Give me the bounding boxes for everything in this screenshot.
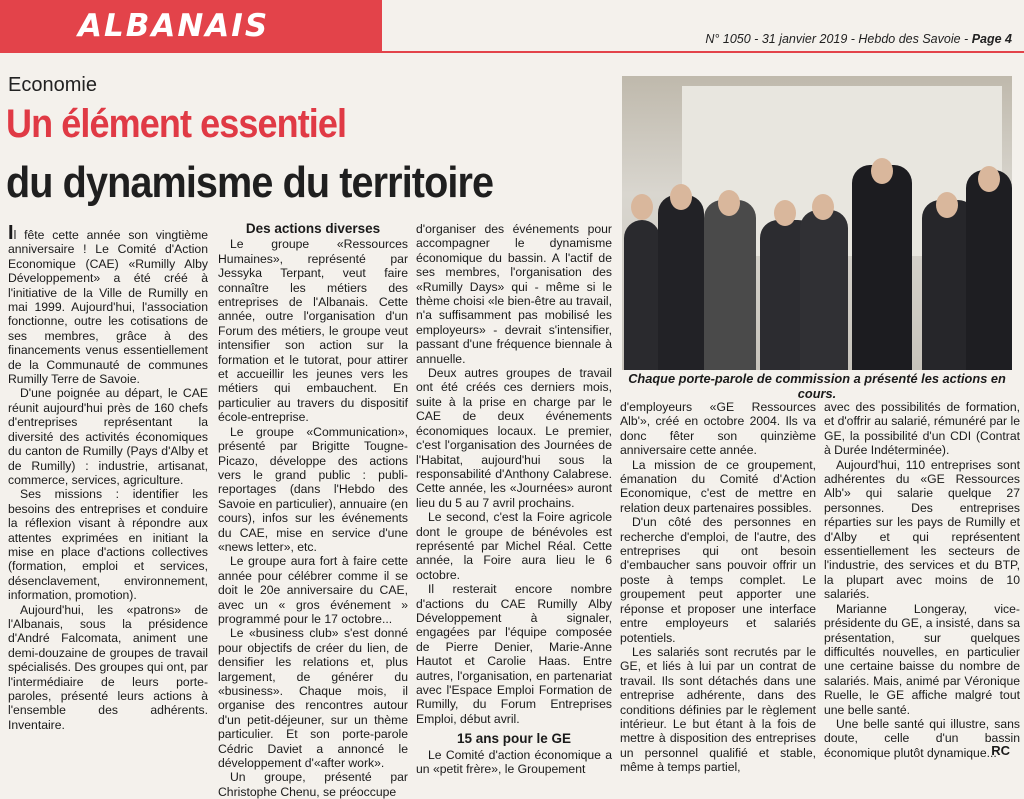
paragraph: d'organiser des événements pour accompagner le dynamisme économique du bassin. A l'actif de ses membres, l'organisation des «Rumilly Days» qui - même si le thème choisi «le bien-être au travail, n'a suffisamment pas mobilisé les employeurs» - devrait s'intensifier, passant d'une fréquence biennale à annuelle.	[416, 222, 612, 366]
subheading: Des actions diverses	[245, 221, 381, 236]
photo-caption: Chaque porte-parole de commission a présenté les actions en cours.	[628, 371, 1006, 401]
paragraph: avec des possibilités de formation, et d'offrir au salarié, rémunéré par le GE, la possibilité d'un CDI (Contrat à Durée Indéterminée).	[824, 400, 1020, 458]
column-4	[620, 400, 816, 775]
person	[966, 170, 1012, 370]
person-head	[936, 192, 958, 218]
paragraph: Le groupe «Ressources Humaines», représenté par Jessyka Terpant, veut faire connaître les métiers des entreprises de l'Albanais. Cette année, outre l'organisation d'un Forum des métiers, le groupe veut intensifier son action sur la formation et le tutorat, pour attirer et accueillir les jeunes vers les métiers qui embauchent. En particulier au travers du dispositif école-entreprise.	[218, 237, 408, 425]
page-number: Page 4	[971, 32, 1012, 46]
section-title: ALBANAIS	[78, 8, 270, 44]
person	[658, 195, 704, 370]
paragraph: d'employeurs «GE Ressources Alb'», créé en octobre 2004. Ils va donc fêter son quinzième anniversaire cette année.	[620, 400, 816, 458]
paragraph: Il resterait encore nombre d'actions du CAE Rumilly Alby Développement à signaler, engagées par l'équipe composée de Pierre Denier, Marie-Anne Hautot et Carolie Haas. Entre autres, l'organisation, en partenariat avec l'Espace Emploi Formation de Rumilly, du Forum Entreprises Emploi, début avril.	[416, 582, 612, 726]
paragraph: Un groupe, présenté par Christophe Chenu, se préoccupe	[218, 770, 408, 799]
paragraph: Marianne Longeray, vice-présidente du GE, a insisté, dans sa présentation, sur quelques difficultés nouvelles, en particulier une certaine baisse du nombre de salariés. Mais, animé par Véronique Ruelle, le GE affiche malgré tout une belle santé.	[824, 601, 1020, 717]
paragraph: Le second, c'est la Foire agricole dont le groupe de bénévoles est représenté par Michel Réal. Cette année, la Foire aura lieu le 6 octobre.	[416, 510, 612, 582]
person	[624, 220, 660, 370]
author-signature: RC	[991, 743, 1010, 758]
person-head	[812, 194, 834, 220]
paragraph: Il fête cette année son vingtième anniversaire ! Le Comité d'Action Economique (CAE) «Rumilly Alby Développement» a été créé à l'initiative de la Ville de Rumilly en mai 1999. Aujourd'hui, l'association fonctionne, outre les cotisations de ses membres, grâce à des financements venus essentiellement de la Communauté de communes Rumilly Terre de Savoie.	[8, 222, 208, 387]
person	[800, 210, 848, 370]
person-head	[978, 166, 1000, 192]
paragraph: Le «business club» s'est donné pour objectifs de créer du lien, de densifier les relations et, plus largement, de générer du «business». Chaque mois, il organise des rencontres autour d'un petit-déjeuner, sur un thème particulier. Et son porte-parole Cédric Daviet a annoncé le développement d'«after work».	[218, 626, 408, 771]
column-3	[416, 222, 612, 777]
header-rule	[0, 51, 1024, 53]
paragraph: Le groupe aura fort à faire cette année pour célébrer comme il se doit le 20e anniversaire du CAE, avec un « gros événement » programmé pour le 17 octobre...	[218, 554, 408, 626]
headline-line-2: du dynamisme du territoire	[6, 158, 494, 207]
paragraph: Aujourd'hui, 110 entreprises sont adhérentes du «GE Ressources Alb'» qui salarie quelque 27 personnes. Des entreprises réparties sur les pays de Rumilly et d'Alby et qui représentent essentiellement les secteurs de l'industrie, des services et du BTP, la plupart avec moins de 10 salariés.	[824, 457, 1020, 602]
paragraph: Le Comité d'action économique a un «petit frère», le Groupement	[416, 747, 612, 777]
person-head	[631, 194, 653, 220]
section-banner	[0, 0, 382, 52]
paragraph: Aujourd'hui, les «patrons» de l'Albanais, sous la présidence d'André Falcomata, animent une demi-douzaine de groupes de travail spécialisés. Des groupes qui ont, par l'intermédiaire de leurs porte-paroles, présenté leurs actions à l'ensemble des adhérents. Inventaire.	[8, 602, 208, 732]
column-5	[824, 400, 1020, 762]
subheading: 15 ans pour le GE	[456, 731, 572, 747]
paragraph: Ses missions : identifier les besoins des entreprises et conduire la réflexion visant à répondre aux attentes exprimées en initiant la mise en place d'actions collectives (formation, emploi et services, désenclavement, environnement, information, promotion).	[8, 487, 208, 603]
paragraph: Le groupe «Communication», présenté par Brigitte Tougne-Picazo, développe des actions vers le grand public : publi-reportages (dans l'Hebdo des Savoie en particulier), annuaire (en cours), infos sur les événements du CAE, mise en service d'une «news letter», etc.	[218, 424, 408, 554]
issue-line	[705, 32, 1012, 46]
column-1	[8, 222, 208, 754]
person-head	[718, 190, 740, 216]
paragraph: Deux autres groupes de travail ont été créés ces derniers mois, suite à la prise en charge par le CAE de deux événements économiques locaux. Le premier, c'est l'organisation des Journées de l'Habitat, aujourd'hui sous la responsabilité d'Anthony Calabrese. Cette année, les «Journées» auront lieu du 5 au 7 avril prochains.	[416, 366, 612, 510]
person-head	[670, 184, 692, 210]
paragraph: Les salariés sont recrutés par le GE, et liés à lui par un contrat de travail. Ils sont détachés dans une entreprise adhérente, dans des conditions définies par le règlement intérieur. Le but étant à la fois de mettre à disposition des entreprises un personnel qualifié et stable, même à temps partiel,	[620, 644, 816, 775]
issue-info: N° 1050 - 31 janvier 2019 - Hebdo des Savoie -	[705, 32, 972, 46]
paragraph: Une belle santé qui illustre, sans doute, celle d'un bassin économique plutôt dynamique...	[824, 716, 1020, 760]
event-photo	[622, 76, 1012, 370]
paragraph: La mission de ce groupement, émanation du Comité d'Action Economique, c'est de mettre en relation deux partenaires possibles.	[620, 457, 816, 515]
rubric: Economie	[8, 74, 97, 96]
paragraph: D'une poignée au départ, le CAE réunit aujourd'hui près de 160 chefs d'entreprises représentant la diversité des activités économiques du canton de Rumilly (Pays d'Alby et de Rumilly) : industrie, artisanat, commerce, services, agriculture.	[8, 386, 208, 487]
person	[704, 200, 756, 370]
person	[852, 165, 912, 370]
column-2	[218, 221, 408, 799]
person-head	[871, 158, 893, 184]
paragraph: D'un côté des personnes en recherche d'emploi, de l'autre, des entreprises qui ont besoin d'embaucher sans pouvoir offrir un poste à temps complet. Le groupement peut apporter une réponse et proposer une interface entre employeurs et salariés potentiels.	[620, 515, 816, 645]
person-head	[774, 200, 796, 226]
headline-line-1: Un élément essentiel	[6, 102, 347, 146]
